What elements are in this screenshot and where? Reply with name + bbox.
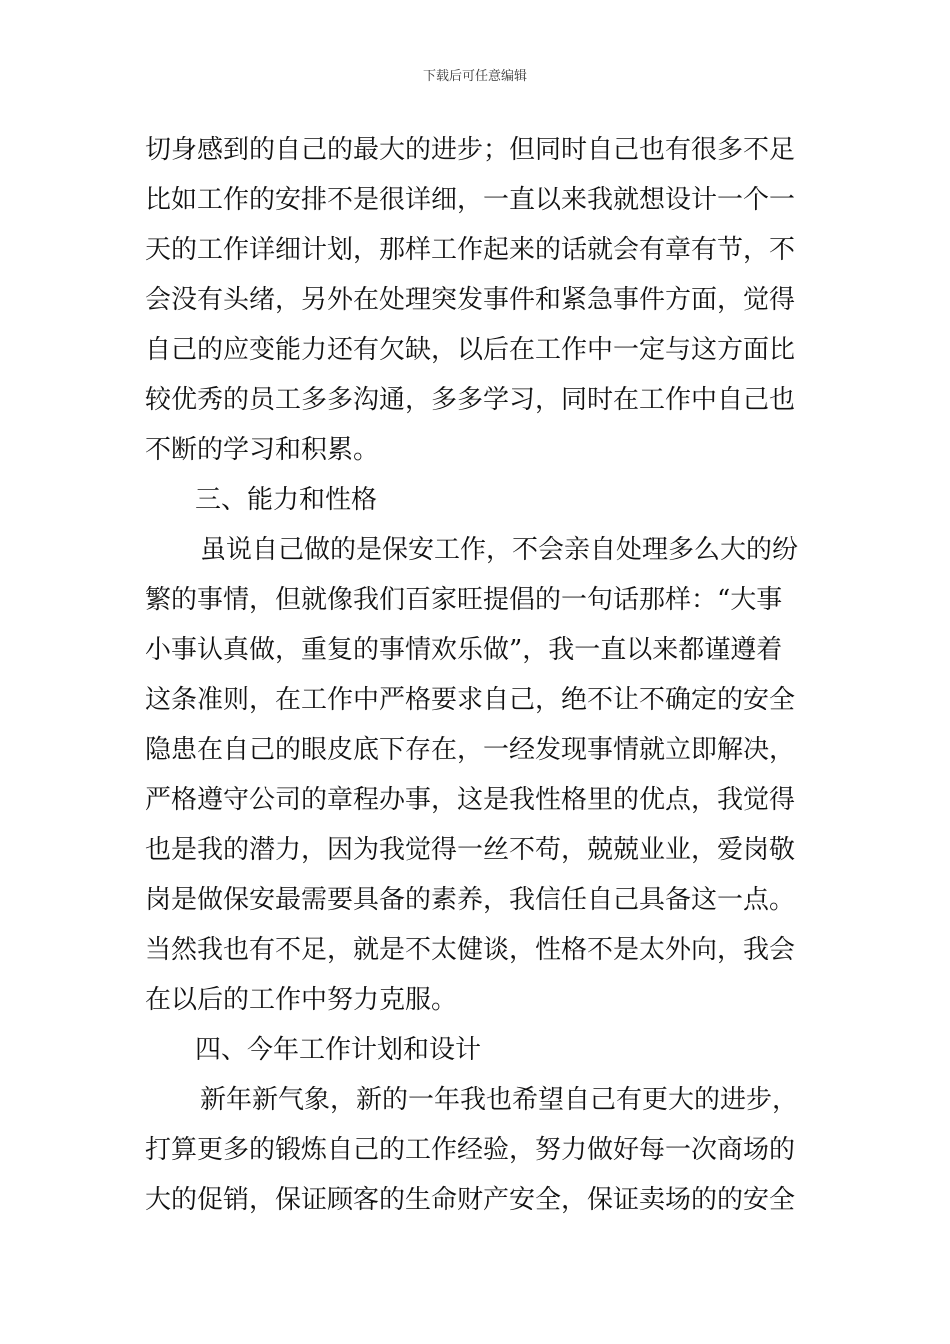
body-line: 严格遵守公司的章程办事，这是我性格里的优点，我觉得 <box>145 785 796 815</box>
body-line: 繁的事情，但就像我们百家旺提倡的一句话那样：“大事 <box>145 585 783 615</box>
body-line: 虽说自己做的是保安工作，不会亲自处理多么大的纷 <box>200 535 799 565</box>
body-line: 这条准则，在工作中严格要求自己，绝不让不确定的安全 <box>145 685 796 715</box>
body-line: 岗是做保安最需要具备的素养，我信任自己具备这一点。 <box>145 885 796 915</box>
body-line: 新年新气象，新的一年我也希望自己有更大的进步， <box>200 1085 799 1115</box>
section-heading: 四、今年工作计划和设计 <box>195 1035 482 1065</box>
page-header: 下载后可任意编辑 <box>422 69 527 84</box>
body-line: 隐患在自己的眼皮底下存在，一经发现事情就立即解决， <box>145 735 796 765</box>
body-line: 在以后的工作中努力克服。 <box>145 985 458 1015</box>
body-line: 小事认真做，重复的事情欢乐做”，我一直以来都谨遵着 <box>145 635 783 665</box>
body-line: 打算更多的锻炼自己的工作经验，努力做好每一次商场的 <box>145 1135 796 1165</box>
body-line: 不断的学习和积累。 <box>145 435 380 465</box>
body-line: 会没有头绪，另外在处理突发事件和紧急事件方面，觉得 <box>145 285 796 315</box>
body-line: 自己的应变能力还有欠缺，以后在工作中一定与这方面比 <box>145 335 796 365</box>
body-line: 切身感到的自己的最大的进步；但同时自己也有很多不足 <box>145 135 796 165</box>
body-line: 也是我的潜力，因为我觉得一丝不苟，兢兢业业，爱岗敬 <box>145 835 796 865</box>
section-heading: 三、能力和性格 <box>195 485 378 515</box>
body-line: 大的促销，保证顾客的生命财产安全，保证卖场的的安全 <box>145 1185 796 1215</box>
body-line: 比如工作的安排不是很详细，一直以来我就想设计一个一 <box>145 185 796 215</box>
body-line: 当然我也有不足，就是不太健谈，性格不是太外向，我会 <box>145 935 796 965</box>
body-line: 较优秀的员工多多沟通，多多学习，同时在工作中自己也 <box>145 385 796 415</box>
body-line: 天的工作详细计划，那样工作起来的话就会有章有节，不 <box>145 235 796 265</box>
